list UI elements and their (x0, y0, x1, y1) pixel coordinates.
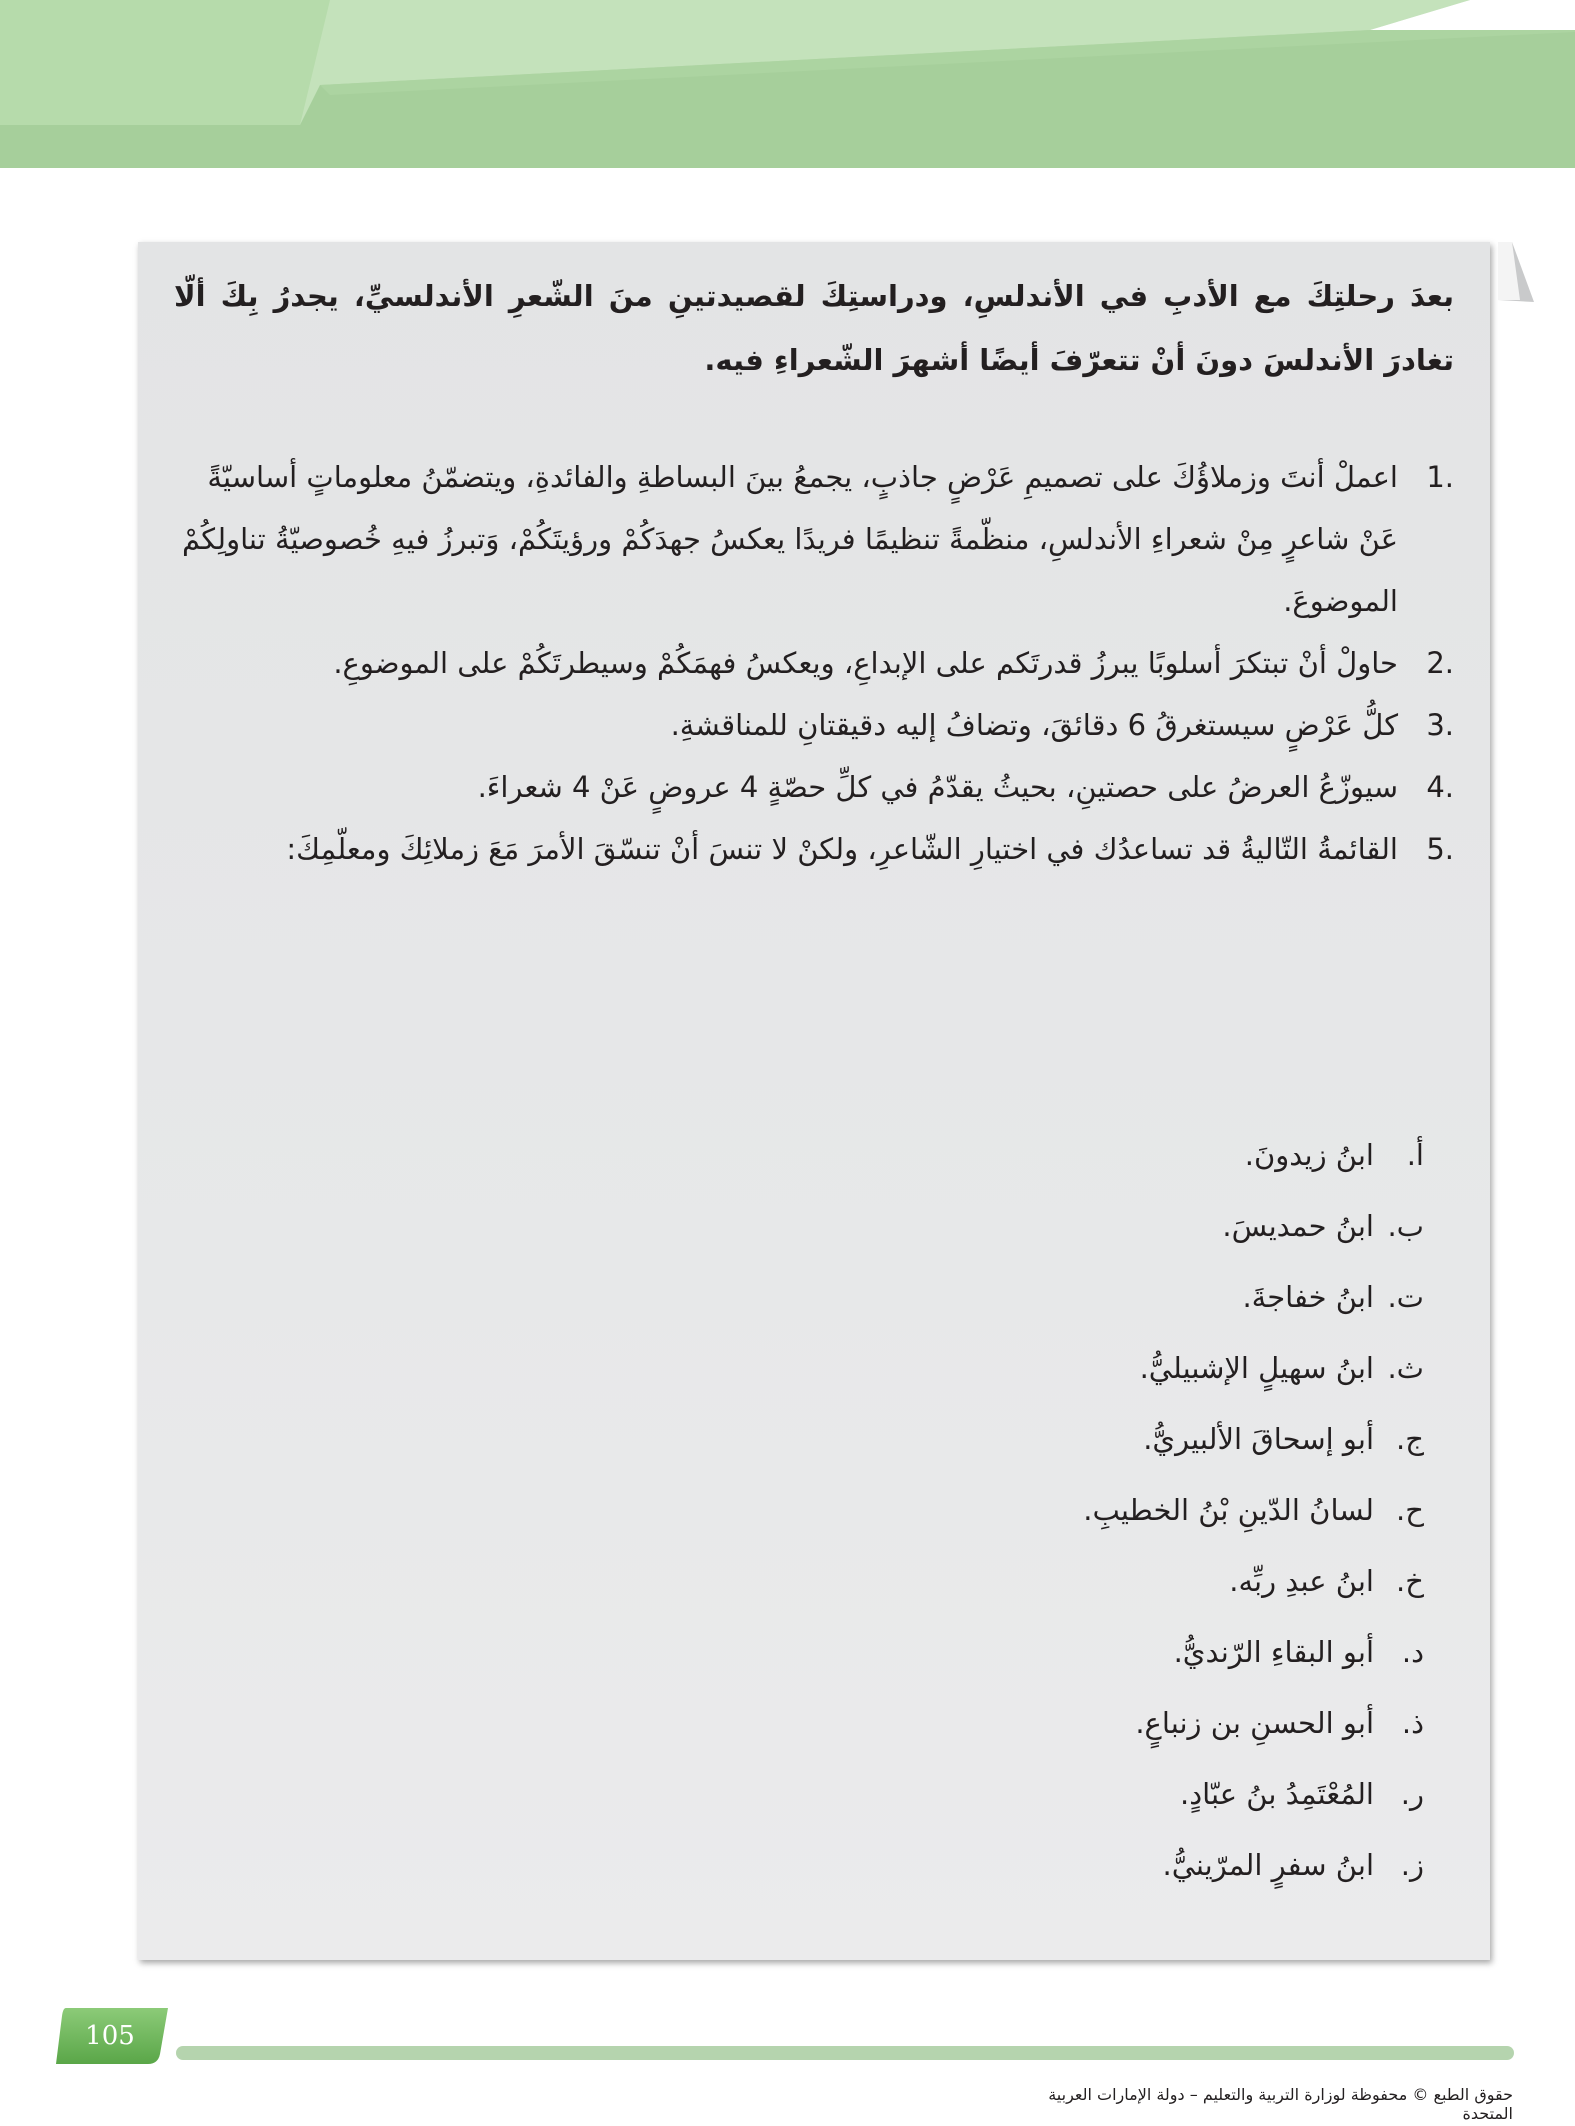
poet-item (174, 1333, 1424, 1404)
instruction-text: سيوزّعُ العرضُ على حصتينِ، بحيثُ يقدّمُ في كلِّ حصّةٍ 4 عروضٍ عَنْ 4 شعراءَ. (477, 770, 1398, 804)
instruction-item (174, 818, 1454, 880)
poet-item (174, 1617, 1424, 1688)
instructions-list (174, 446, 1454, 880)
poet-name: ابنُ زيدونَ. (1244, 1138, 1374, 1172)
poet-item (174, 1830, 1424, 1901)
poet-letter: خ. (1396, 1564, 1424, 1598)
poet-name: ابنُ خفاجةَ. (1242, 1280, 1374, 1314)
page-number: 105 (85, 2021, 135, 2051)
poet-item (174, 1404, 1424, 1475)
poet-letter: ث. (1387, 1351, 1424, 1385)
instruction-text: كلُّ عَرْضٍ سيستغرقُ 6 دقائقَ، وتضافُ إليه دقيقتانِ للمناقشةِ. (670, 708, 1398, 742)
poet-name: ابنُ حمديسَ. (1222, 1209, 1374, 1243)
poet-letter: ر. (1400, 1777, 1424, 1811)
poet-name: ابنُ عبدِ ربِّه. (1229, 1564, 1374, 1598)
poet-item (174, 1191, 1424, 1262)
poet-name: المُعْتَمِدُ بنُ عبّادٍ. (1180, 1777, 1374, 1811)
instruction-number: .5 (1426, 832, 1454, 866)
poet-letter: د. (1401, 1635, 1424, 1669)
instruction-number: .1 (1426, 460, 1454, 494)
instruction-number: .2 (1426, 646, 1454, 680)
poet-letter: ح. (1396, 1493, 1424, 1527)
poet-letter: ج. (1396, 1422, 1424, 1456)
instruction-text: اعملْ أنتَ وزملاؤُكَ على تصميمِ عَرْضٍ جاذبٍ، يجمعُ بينَ البساطةِ والفائدةِ، ويتضمّنُ معلوماتٍ أساسيّةً عَنْ شاعرٍ مِنْ شعراءِ الأندلسِ، منظّمةً تنظيمًا فريدًا يعكسُ جهدَكُمْ ورؤيتَكُمْ، وَتبرزُ فيهِ خُصوصيّةُ تناولِكُمْ الموضوعَ. (181, 460, 1398, 618)
footer-divider-bar (176, 2046, 1514, 2060)
poet-name: أبو البقاءِ الرّنديُّ. (1173, 1635, 1374, 1669)
poet-item (174, 1262, 1424, 1333)
poet-letter: ز. (1400, 1848, 1424, 1882)
poet-name: ابنُ سفرٍ المرّينيُّ. (1162, 1848, 1374, 1882)
instruction-number: .4 (1426, 770, 1454, 804)
instruction-item (174, 446, 1454, 632)
instruction-item (174, 632, 1454, 694)
poets-list (174, 1120, 1424, 1901)
poet-item (174, 1120, 1424, 1191)
poet-item (174, 1546, 1424, 1617)
instruction-item (174, 694, 1454, 756)
poet-letter: ب. (1387, 1209, 1424, 1243)
poet-name: لسانُ الدّينِ بْنُ الخطيبِ. (1083, 1493, 1374, 1527)
poet-letter: ذ. (1401, 1706, 1424, 1740)
instruction-number: .3 (1426, 708, 1454, 742)
instruction-text: حاولْ أنْ تبتكرَ أسلوبًا يبرزُ قدرتَكم على الإبداعِ، ويعكسُ فهمَكُمْ وسيطرتَكُمْ على الموضوعِ. (333, 646, 1398, 680)
copyright-notice: حقوق الطبع © محفوظة لوزارة التربية والتعليم – دولة الإمارات العربية المتحدة (1048, 2085, 1513, 2123)
poet-name: أبو إسحاقَ الألبيريُّ. (1143, 1422, 1374, 1456)
top-banner (0, 0, 1575, 168)
poet-name: ابنُ سهيلٍ الإشبيليُّ. (1139, 1351, 1374, 1385)
instruction-item (174, 756, 1454, 818)
intro-paragraph: بعدَ رحلتِكَ مع الأدبِ في الأندلسِ، ودراستِكَ لقصيدتينِ منَ الشّعرِ الأندلسيِّ، يجدرُ بِكَ ألّا تغادرَ الأندلسَ دونَ أنْ تتعرّفَ أيضًا أشهرَ الشّعراءِ فيه. (174, 279, 1454, 377)
poet-letter: أ. (1406, 1138, 1424, 1172)
poet-item (174, 1475, 1424, 1546)
poet-item (174, 1688, 1424, 1759)
poet-name: أبو الحسنِ بن زنباعٍ. (1135, 1706, 1374, 1740)
activity-card (138, 242, 1490, 1960)
poet-item (174, 1759, 1424, 1830)
poet-letter: ت. (1387, 1280, 1424, 1314)
instruction-text: القائمةُ التّاليةُ قد تساعدُك في اختيارِ الشّاعرِ، ولكنْ لا تنسَ أنْ تنسّقَ الأمرَ مَعَ زملائِكَ ومعلّمِكَ: (286, 832, 1398, 866)
page-curl-decoration (1498, 242, 1538, 312)
